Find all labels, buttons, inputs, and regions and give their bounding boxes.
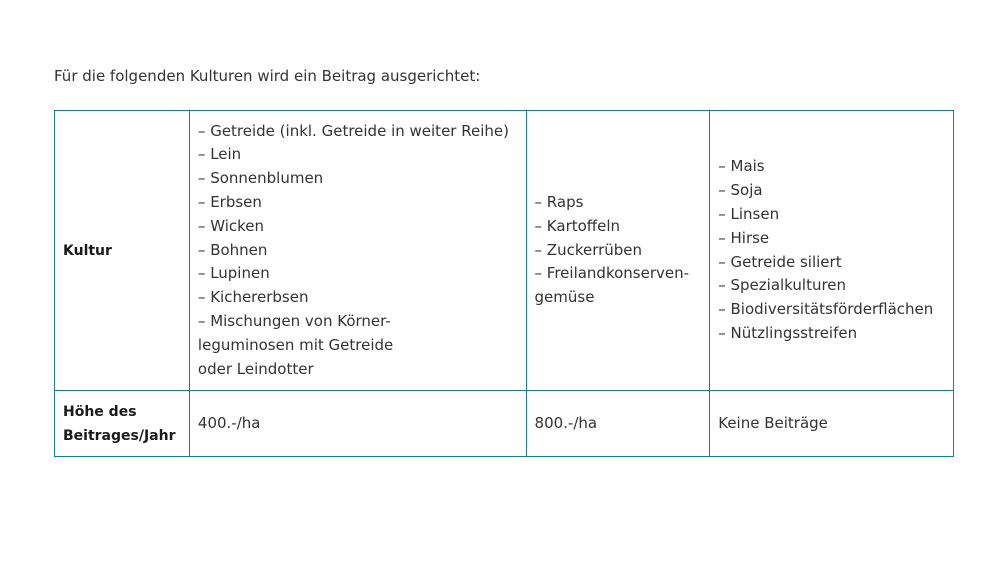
list-item: – Linsen <box>718 204 780 223</box>
crop-list-800 <box>535 191 702 310</box>
list-item: – Spezialkulturen <box>718 276 847 295</box>
list-item: – Mischungen von Körner- leguminosen mit Getreide oder Leindotter <box>197 311 394 378</box>
list-item: – Erbsen <box>197 193 262 211</box>
list-item: – Zuckerrüben <box>534 240 643 259</box>
list-item: – Getreide siliert <box>718 252 842 271</box>
list-item: – Bohnen <box>197 240 268 259</box>
kultur-cell-800 <box>526 111 710 391</box>
list-item: – Biodiversitätsförderflächen <box>718 300 934 319</box>
list-item: – Lupinen <box>197 264 270 283</box>
list-item: – Getreide (inkl. Getreide in weiter Reihe) <box>197 121 509 140</box>
kultur-cell-none <box>710 111 954 391</box>
table-row-kultur <box>55 111 954 391</box>
list-item: – Kartoffeln <box>534 216 621 235</box>
row-header-kultur: Kultur <box>63 242 112 259</box>
beitrag-value-400: 400.-/ha <box>189 391 526 457</box>
contribution-table <box>54 110 954 457</box>
list-item: – Nützlingsstreifen <box>718 323 858 342</box>
list-item: – Wicken <box>197 216 264 235</box>
list-item: – Sonnenblumen <box>197 169 324 188</box>
list-item: – Freilandkonserven- gemüse <box>534 264 690 307</box>
kultur-cell-400 <box>189 111 526 391</box>
list-item: – Soja <box>718 181 763 200</box>
crop-list-none <box>718 155 945 345</box>
crop-list-400 <box>198 120 518 382</box>
list-item: – Raps <box>534 193 584 211</box>
row-header-cell <box>55 391 190 457</box>
beitrag-value-800: 800.-/ha <box>526 391 710 457</box>
intro-text: Für die folgenden Kulturen wird ein Beitrag ausgerichtet: <box>54 67 481 85</box>
table-row-beitrag <box>55 391 954 457</box>
row-header-beitrag: Höhe des Beitrages/Jahr <box>63 403 176 444</box>
row-header-cell <box>55 111 190 391</box>
list-item: – Kichererbsen <box>197 288 309 307</box>
list-item: – Lein <box>197 145 242 164</box>
beitrag-value-none: Keine Beiträge <box>710 391 954 457</box>
list-item: – Mais <box>718 157 765 176</box>
list-item: – Hirse <box>718 228 770 247</box>
